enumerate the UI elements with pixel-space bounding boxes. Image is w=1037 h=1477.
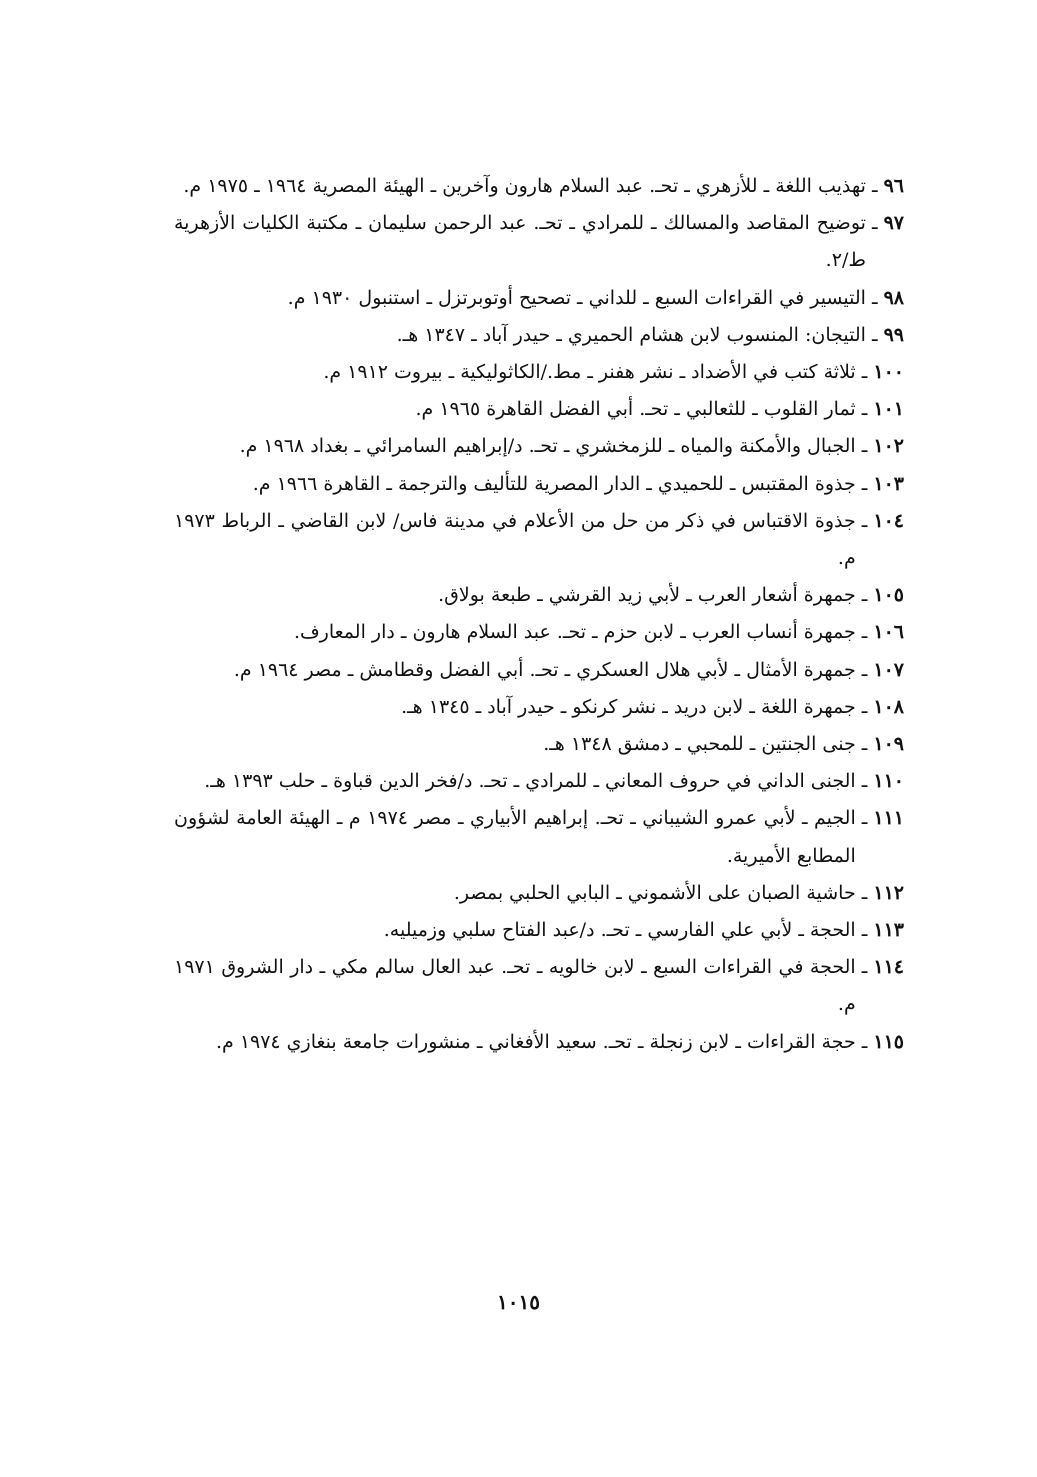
bibliography-entry (174, 466, 904, 503)
entry-text: جمهرة أشعار العرب ـ لأبي زيد القرشي ـ طبعة بولاق. (438, 584, 856, 607)
bibliography-entry (174, 689, 904, 726)
entry-text: الجيم ـ لأبي عمرو الشيباني ـ تحـ. إبراهيم الأبياري ـ مصر ١٩٧٤ م ـ الهيئة العامة لشؤون المطابع الأميرية. (174, 807, 856, 867)
entry-number: ١١٥ (873, 1030, 904, 1053)
page-number: ١٠١٥ (497, 1290, 540, 1314)
entry-separator: ـ (855, 695, 874, 718)
entry-number: ١٠١ (873, 398, 904, 421)
entry-number: ١١٣ (873, 919, 904, 942)
entry-number: ١٠٦ (873, 621, 904, 644)
bibliography-entry (174, 912, 904, 949)
entry-separator: ـ (865, 286, 884, 309)
bibliography-entry (174, 168, 904, 205)
entry-separator: ـ (855, 398, 874, 421)
entry-number: ٩٧ (883, 212, 904, 235)
bibliography-entry (174, 428, 904, 465)
bibliography-list (174, 168, 904, 1061)
bibliography-entry (174, 614, 904, 651)
entry-separator: ـ (855, 658, 874, 681)
entry-separator: ـ (855, 956, 874, 979)
entry-text: التيسير في القراءات السبع ـ للداني ـ تصحيح أوتوبرتزل ـ استنبول ١٩٣٠ م. (287, 286, 866, 309)
entry-number: ١٠٨ (873, 695, 904, 718)
entry-text: الحجة في القراءات السبع ـ لابن خالويه ـ تحـ. عبد العال سالم مكي ـ دار الشروق ١٩٧١ م. (174, 956, 856, 1016)
entry-text: جذوة المقتبس ـ للحميدي ـ الدار المصرية للتأليف والترجمة ـ القاهرة ١٩٦٦ م. (252, 472, 856, 495)
entry-separator: ـ (855, 807, 874, 830)
entry-text: الحجة ـ لأبي علي الفارسي ـ تحـ. د/عبد الفتاح سلبي وزميليه. (383, 919, 856, 942)
bibliography-entry (174, 1024, 904, 1061)
bibliography-entry (174, 391, 904, 428)
bibliography-entry (174, 280, 904, 317)
entry-number: ١٠٣ (873, 472, 904, 495)
entry-text: جمهرة الأمثال ـ لأبي هلال العسكري ـ تحـ. أبي الفضل وقطامش ـ مصر ١٩٦٤ م. (233, 658, 856, 681)
bibliography-entry (174, 503, 904, 577)
entry-number: ١١٢ (873, 881, 904, 904)
entry-number: ١٠٧ (873, 658, 904, 681)
bibliography-entry (174, 317, 904, 354)
entry-text: ثمار القلوب ـ للثعالبي ـ تحـ. أبي الفضل القاهرة ١٩٦٥ م. (415, 398, 856, 421)
entry-separator: ـ (855, 881, 874, 904)
entry-separator: ـ (855, 435, 874, 458)
bibliography-entry (174, 354, 904, 391)
entry-number: ١١٠ (873, 770, 904, 793)
entry-separator: ـ (865, 175, 884, 197)
bibliography-entry (174, 949, 904, 1023)
bibliography-entry (174, 577, 904, 614)
entry-number: ١١٤ (873, 956, 904, 979)
entry-text: جمهرة أنساب العرب ـ لابن حزم ـ تحـ. عبد السلام هارون ـ دار المعارف. (293, 621, 856, 644)
entry-separator: ـ (855, 621, 874, 644)
entry-number: ٩٦ (883, 175, 904, 197)
entry-separator: ـ (855, 1030, 874, 1053)
entry-text: الجبال والأمكنة والمياه ـ للزمخشري ـ تحـ. د/إبراهيم السامرائي ـ بغداد ١٩٦٨ م. (239, 435, 856, 458)
entry-text: ثلاثة كتب في الأضداد ـ نشر هفنر ـ مط./الكاثوليكية ـ بيروت ١٩١٢ م. (323, 361, 856, 384)
bibliography-entry (174, 875, 904, 912)
bibliography-entry (174, 652, 904, 689)
entry-text: تهذيب اللغة ـ للأزهري ـ تحـ. عبد السلام هارون وآخرين ـ الهيئة المصرية ١٩٦٤ ـ ١٩٧٥ م. (183, 175, 866, 197)
entry-number: ١٠٩ (873, 733, 904, 756)
entry-text: توضيح المقاصد والمسالك ـ للمرادي ـ تحـ. عبد الرحمن سليمان ـ مكتبة الكليات الأزهرية ط/٢. (174, 212, 866, 272)
bibliography-entry (174, 205, 904, 279)
entry-separator: ـ (855, 584, 874, 607)
entry-separator: ـ (855, 770, 874, 793)
entry-number: ١٠٢ (873, 435, 904, 458)
entry-text: حاشية الصبان على الأشموني ـ البابي الحلبي بمصر. (453, 881, 856, 904)
entry-number: ١٠٤ (873, 509, 904, 532)
entry-text: جذوة الاقتباس في ذكر من حل من الأعلام في مدينة فاس/ لابن القاضي ـ الرباط ١٩٧٣ م. (174, 509, 856, 570)
entry-number: ٩٩ (883, 323, 904, 346)
entry-separator: ـ (855, 472, 874, 495)
entry-number: ١٠٠ (873, 361, 904, 384)
entry-separator: ـ (865, 323, 884, 346)
entry-separator: ـ (855, 509, 874, 532)
entry-number: ١٠٥ (873, 584, 904, 607)
entry-number: ٩٨ (883, 286, 904, 309)
entry-text: الجنى الداني في حروف المعاني ـ للمرادي ـ تحـ. د/فخر الدين قباوة ـ حلب ١٣٩٣ هـ. (204, 770, 856, 793)
entry-text: جمهرة اللغة ـ لابن دريد ـ نشر كرنكو ـ حيدر آباد ـ ١٣٤٥ هـ. (401, 695, 856, 718)
entry-text: التيجان: المنسوب لابن هشام الحميري ـ حيدر آباد ـ ١٣٤٧ هـ. (396, 323, 866, 346)
entry-separator: ـ (865, 212, 884, 235)
entry-text: حجة القراءات ـ لابن زنجلة ـ تحـ. سعيد الأفغاني ـ منشورات جامعة بنغازي ١٩٧٤ م. (215, 1030, 856, 1053)
bibliography-entry (174, 800, 904, 874)
entry-number: ١١١ (873, 807, 904, 830)
entry-separator: ـ (855, 733, 874, 756)
bibliography-entry (174, 763, 904, 800)
entry-text: جنى الجنتين ـ للمحبي ـ دمشق ١٣٤٨ هـ. (543, 733, 856, 756)
bibliography-entry (174, 726, 904, 763)
entry-separator: ـ (855, 919, 874, 942)
entry-separator: ـ (855, 361, 874, 384)
